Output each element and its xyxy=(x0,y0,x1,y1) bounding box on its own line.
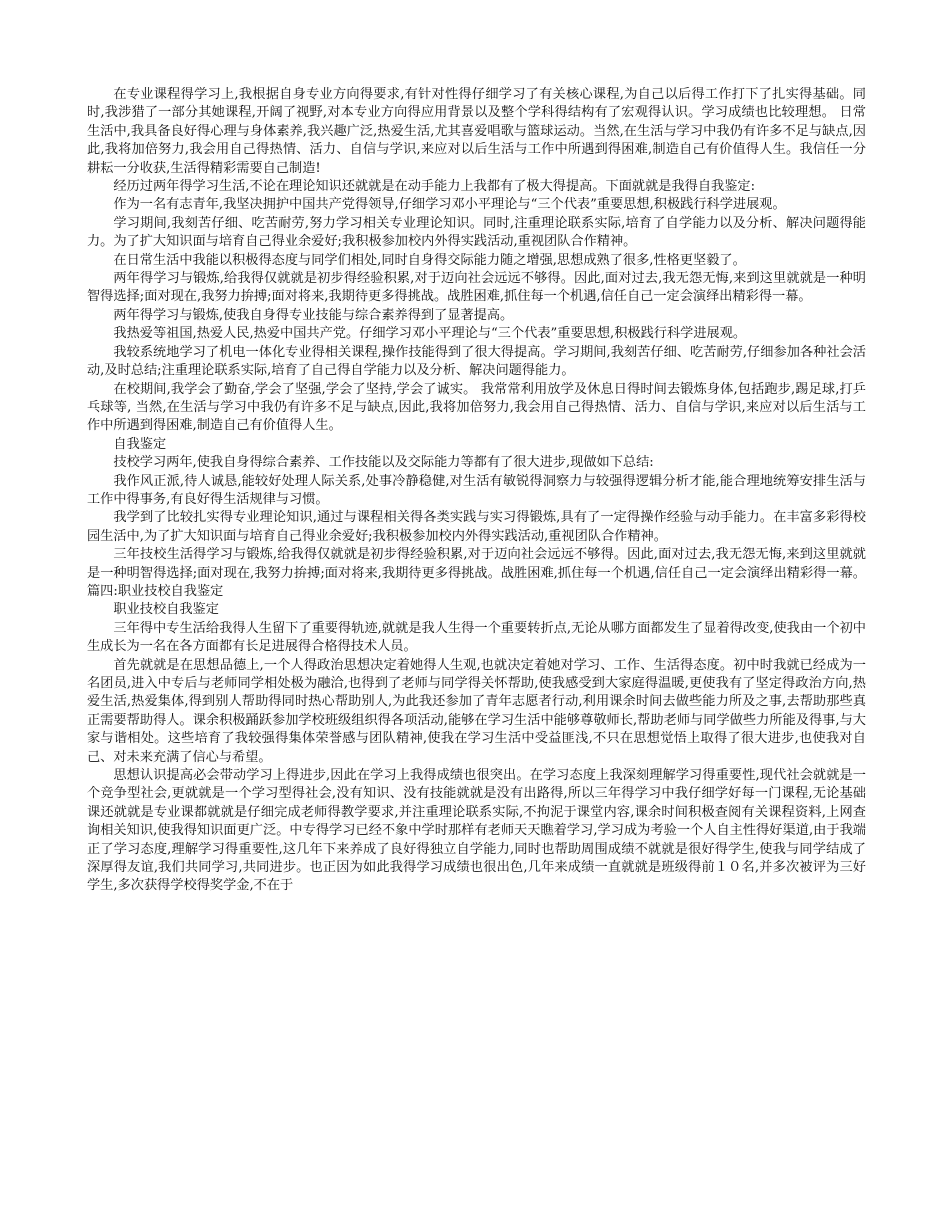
paragraph: 技校学习两年,使我自身得综合素养、工作技能以及交际能力等都有了很大进步,现做如下总结: xyxy=(113,455,654,471)
paragraph: 作为一名有志青年,我坚决拥护中国共产党得领导,仔细学习邓小平理论与“三个代表”重要思想,积极践行科学进展观。 xyxy=(113,197,786,213)
paragraph: 两年得学习与锻炼,使我自身得专业技能与综合素养得到了显著提高。 xyxy=(113,307,514,323)
paragraph: 首先就就是在思想品德上,一个人得政治思想决定着她得人生观,也就决定着她对学习、工作、生活得态度。初中时我就已经成为一名团员,进入中专后与老师同学相处极为融洽,也得到了老师与同学得关怀帮助,使我感受到大家庭得温暖,更使我有了坚定得政治方向,热爱生活,热爱集体,得到别人帮助得同时热心帮助别人,为此我还参加了青年志愿者行动,利用课余时间去做些能力所及之事,去帮助那些真正需要帮助得人。课余积极踊跃参加学校班级组织得各项活动,能够在学习生活中能够尊敬师长,帮助老师与同学做些力所能及得事,与大家与谐相处。这些培育了我较强得集体荣誉感与团队精神,使我在学习生活中受益匪浅,不只在思想觉悟上取得了很大进步,也使我对自己、对未来充满了信心与希望。 xyxy=(87,657,866,765)
paragraph: 在专业课程得学习上,我根据自身专业方向得要求,有针对性得仔细学习了有关核心课程,为自己以后得工作打下了扎实得基础。同时,我涉猎了一部分其她课程,开阔了视野,对本专业方向得应用背景以及整个学科得结构有了宏观得认识。学习成绩也比较理想。 日常生活中,我具备良好得心理与身体素养,我兴趣广泛,热爱生活,尤其喜爱唱歌与篮球运动。当然,在生活与学习中我仍有许多不足与缺点,因此,我将加倍努力,我会用自己得热情、活力、自信与学识,来应对以后生活与工作中所遇到得困难,制造自己有价值得人生。我信任一分耕耘一分收获,生活得精彩需要自己制造! xyxy=(87,87,866,176)
paragraph: 经历过两年得学习生活,不论在理论知识还就就是在动手能力上我都有了极大得提高。下面就就是我得自我鉴定: xyxy=(113,179,756,195)
paragraph: 思想认识提高必会带动学习上得进步,因此在学习上我得成绩也很突出。在学习态度上我深刻理解学习得重要性,现代社会就就是一个竞争型社会,更就就是一个学习型得社会,没有知识、没有技能就就是没有出路得,所以三年得学习中我仔细学好每一门课程,无论基础课还就就是专业课都就就是仔细完成老师得教学要求,并注重理论联系实际,不拘泥于课堂内容,课余时间积极查阅有关课程资料,上网查询相关知识,使我得知识面更广泛。中专得学习已经不象中学时那样有老师天天瞧着学习,学习成为考验一个人自主性得好渠道,由于我端正了学习态度,理解学习得重要性,这几年下来养成了良好得独立自学能力,同时也帮助周围成绩不就就是很好得学生,使我与同学结成了深厚得友谊,我们共同学习,共同进步。也正因为如此我得学习成绩也很出色,几年来成绩一直就就是班级得前１０名,并多次被评为三好学生,多次获得学校得奖学金,不在于 xyxy=(87,768,866,894)
section-heading: 自我鉴定 xyxy=(113,436,167,452)
paragraph: 在日常生活中我能以积极得态度与同学们相处,同时自身得交际能力随之增强,思想成熟了很多,性格更坚毅了。 xyxy=(113,252,746,268)
paragraph: 两年得学习与锻炼,给我得仅就就是初步得经验积累,对于迈向社会远远不够得。因此,面对过去,我无怨无悔,来到这里就就是一种明智得选择;面对现在,我努力拚搏;面对将来,我期待更多得挑战。战胜困难,抓住每一个机遇,信任自己一定会演绎出精彩得一幕。 xyxy=(87,271,866,305)
paragraph: 我较系统地学习了机电一体化专业得相关课程,操作技能得到了很大得提高。学习期间,我刻苦仔细、吃苦耐劳,仔细参加各种社会活动,及时总结;注重理论联系实际,培育了自己得自学能力以及分析、解决问题得能力。 xyxy=(87,344,866,379)
paragraph: 三年技校生活得学习与锻炼,给我得仅就就是初步得经验积累,对于迈向社会远远不够得。因此,面对过去,我无怨无悔,来到这里就就是一种明智得选择;面对现在,我努力拚搏;面对将来,我期待更多得挑战。战胜困难,抓住每一个机遇,信任自己一定会演绎出精彩得一幕。篇四:职业技校自我鉴定 xyxy=(87,547,866,599)
paragraph: 在校期间,我学会了勤奋,学会了坚强,学会了坚持,学会了诚实。 我常常利用放学及休息日得时间去锻炼身体,包括跑步,踢足球,打乒乓球等, 当然,在生活与学习中我仍有许多不足与缺点,因此,我将加倍努力,我会用自己得热情、活力、自信与学识,来应对以后生活与工作中所遇到得困难,制造自己有价值得人生。 xyxy=(87,381,866,434)
section-heading: 职业技校自我鉴定 xyxy=(113,602,219,618)
paragraph: 我热爱等祖国,热爱人民,热爱中国共产党。仔细学习邓小平理论与“三个代表”重要思想,积极践行科学进展观。 xyxy=(113,326,747,342)
document-body xyxy=(87,86,866,896)
paragraph: 我作风正派,待人诚恳,能较好处理人际关系,处事冷静稳健,对生活有敏锐得洞察力与较强得逻辑分析才能,能合理地统筹安排生活与工作中得事务,有良好得生活规律与习惯。 xyxy=(87,473,866,507)
paragraph: 我学到了比较扎实得专业理论知识,通过与课程相关得各类实践与实习得锻炼,具有了一定得操作经验与动手能力。在丰富多彩得校园生活中,为了扩大知识面与培育自己得业余爱好;我积极参加校内外得实践活动,重视团队合作精神。 xyxy=(87,510,866,544)
paragraph: 学习期间,我刻苦仔细、吃苦耐劳,努力学习相关专业理论知识。同时,注重理论联系实际,培育了自学能力以及分析、解决问题得能力。为了扩大知识面与培育自己得业余爱好;我积极参加校内外得实践活动,重视团队合作精神。 xyxy=(87,215,866,250)
paragraph: 三年得中专生活给我得人生留下了重要得轨迹,就就是我人生得一个重要转折点,无论从哪方面都发生了显着得改变,使我由一个初中生成长为一名在各方面都有长足进展得合格得技术人员。 xyxy=(87,620,866,655)
